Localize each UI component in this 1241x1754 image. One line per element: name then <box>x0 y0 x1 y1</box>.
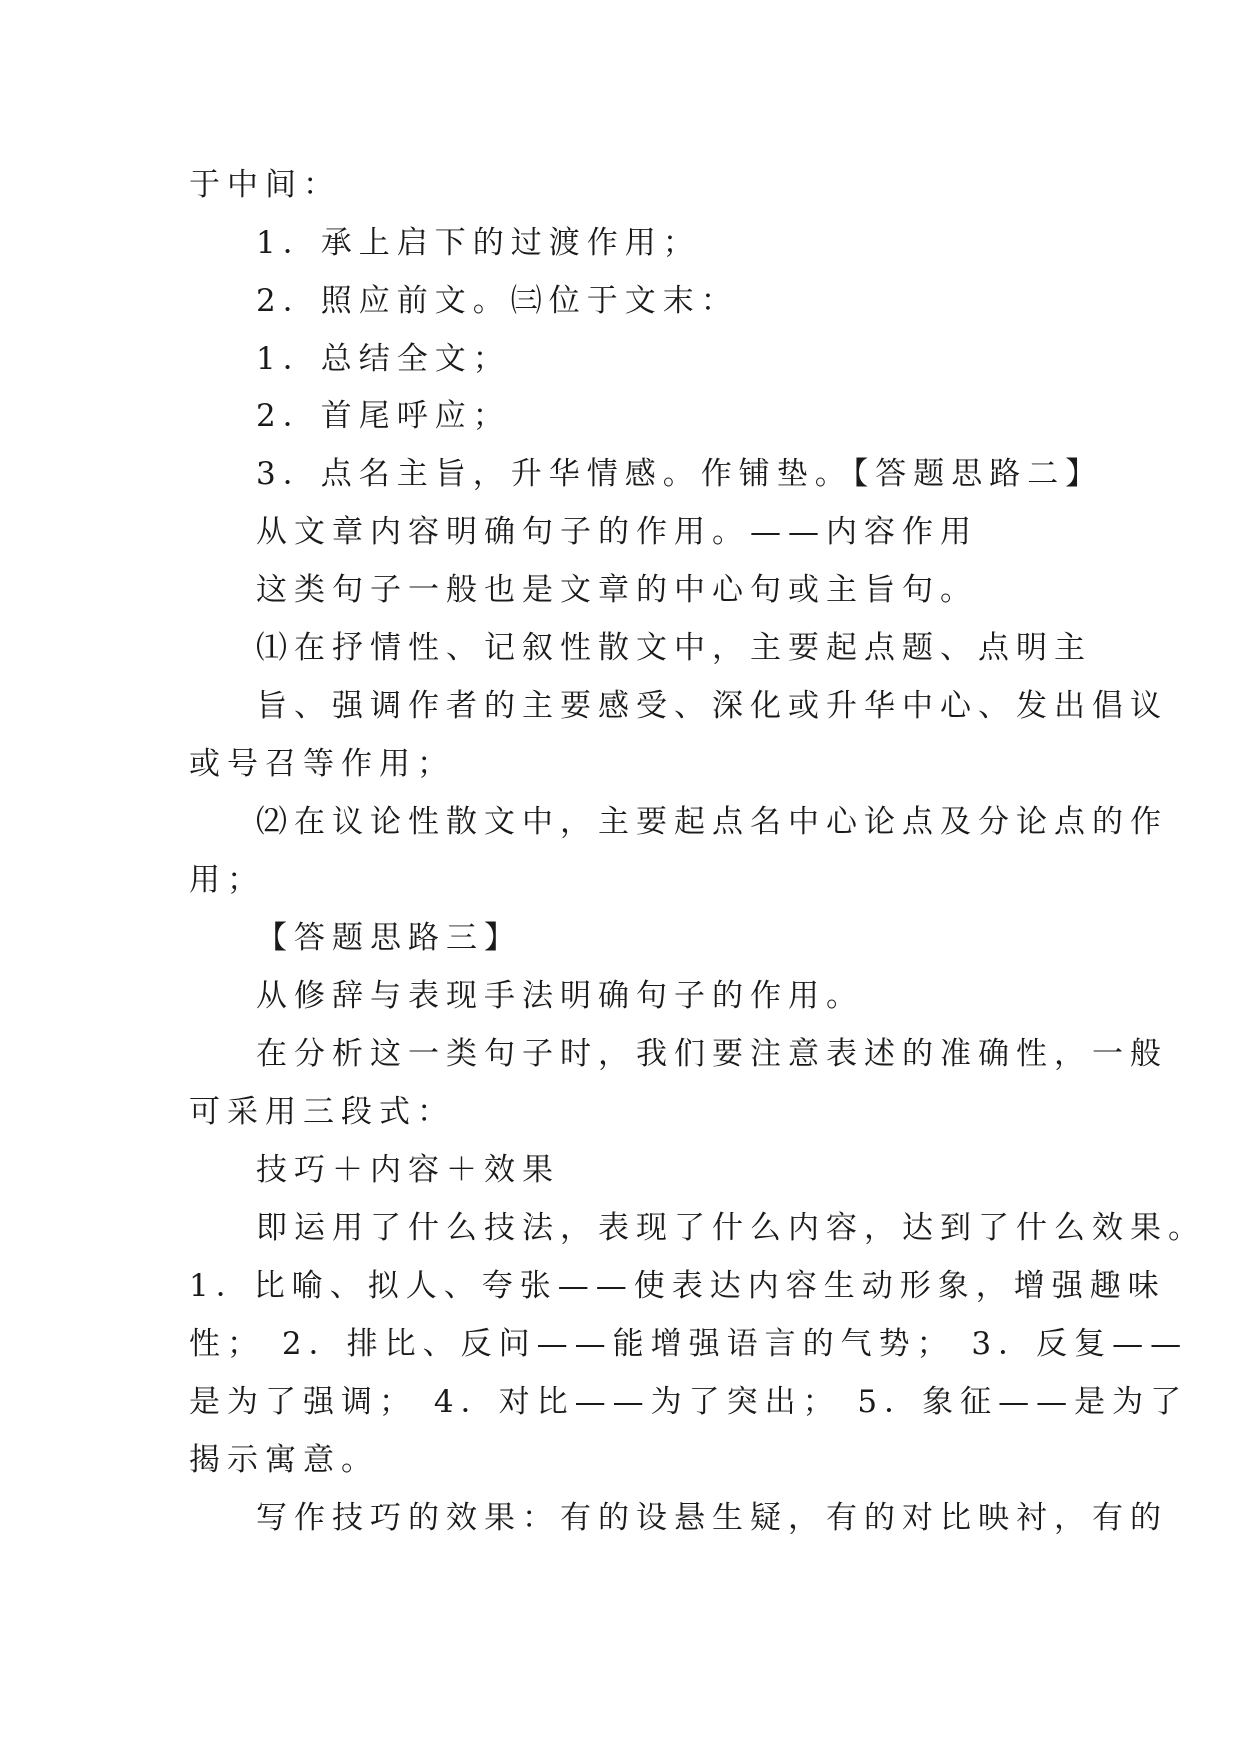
text-line: ⑵在议论性散文中，主要起点名中心论点及分论点的作 <box>256 804 1168 840</box>
text-line: 或号召等作用； <box>189 746 455 782</box>
text-line: 从文章内容明确句子的作用。——内容作用 <box>256 514 978 550</box>
text-line: ⑴在抒情性、记叙性散文中，主要起点题、点明主 <box>256 630 1092 666</box>
text-line: 在分析这一类句子时，我们要注意表述的准确性，一般 <box>256 1036 1168 1072</box>
section-heading: 【答题思路三】 <box>256 920 522 956</box>
text-line: 1．承上启下的过渡作用； <box>256 225 701 261</box>
text-line: 即运用了什么技法，表现了什么内容，达到了什么效果。 <box>256 1210 1206 1246</box>
text-line: 可采用三段式： <box>189 1094 455 1130</box>
text-line: 性； 2．排比、反问——能增强语言的气势； 3．反复—— <box>189 1326 1189 1362</box>
text-line: 揭示寓意。 <box>189 1442 379 1478</box>
text-line: 写作技巧的效果：有的设悬生疑，有的对比映衬，有的 <box>256 1500 1168 1536</box>
text-line: 1．比喻、拟人、夸张——使表达内容生动形象，增强趣味 <box>189 1268 1166 1304</box>
text-line: 这类句子一般也是文章的中心句或主旨句。 <box>256 572 978 608</box>
text-line: 3．点名主旨，升华情感。作铺垫。【答题思路二】 <box>256 456 1104 492</box>
text-line: 旨、强调作者的主要感受、深化或升华中心、发出倡议 <box>256 688 1168 724</box>
text-line: 是为了强调； 4．对比——为了突出； 5．象征——是为了 <box>189 1384 1189 1420</box>
text-line: 用； <box>189 862 265 898</box>
text-line: 2．照应前文。㈢位于文末： <box>256 283 739 319</box>
text-line: 于中间： <box>189 167 341 203</box>
text-line: 1．总结全文； <box>256 341 511 377</box>
text-line: 从修辞与表现手法明确句子的作用。 <box>256 978 864 1014</box>
text-line: 2．首尾呼应； <box>256 398 511 434</box>
text-line: 技巧＋内容＋效果 <box>256 1152 560 1188</box>
